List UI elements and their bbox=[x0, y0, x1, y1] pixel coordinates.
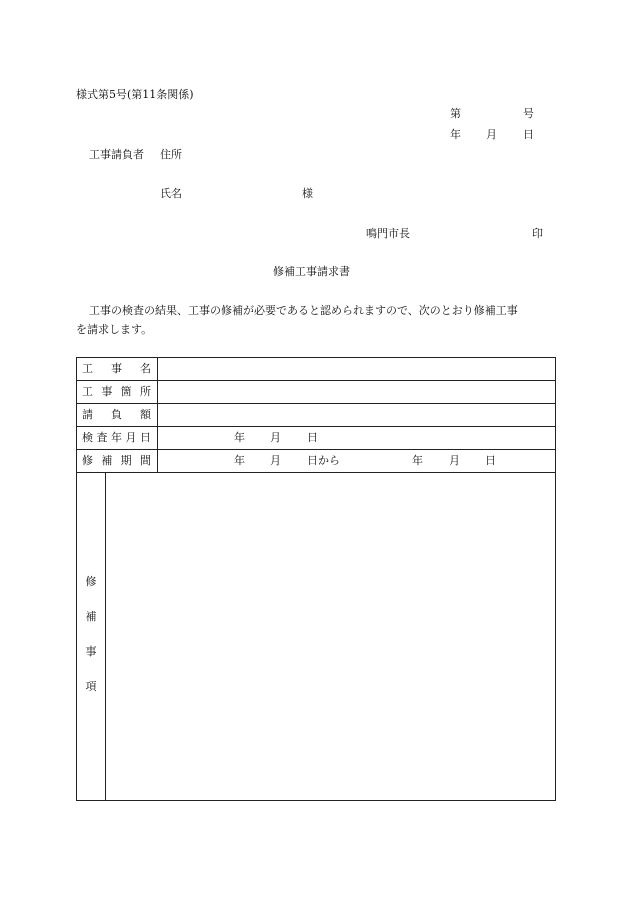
inspection-month: 月 bbox=[270, 431, 281, 444]
construction-name-field[interactable] bbox=[158, 358, 556, 381]
date-month: 月 bbox=[486, 128, 497, 141]
repair-items-label-char: 事 bbox=[85, 645, 97, 658]
doc-number-prefix: 第 bbox=[450, 107, 461, 120]
period-from-day: 日から bbox=[307, 454, 340, 467]
label-char: 工 bbox=[82, 385, 93, 398]
label-char: 額 bbox=[140, 408, 151, 421]
period-from-month: 月 bbox=[270, 454, 281, 467]
repair-items-field[interactable] bbox=[106, 473, 555, 800]
label-repair-period bbox=[77, 450, 158, 473]
period-to-month: 月 bbox=[449, 454, 460, 467]
table-row-repair-period bbox=[77, 450, 556, 473]
table-row-construction-name bbox=[77, 358, 556, 381]
label-char: 月 bbox=[125, 431, 137, 444]
repair-items-label bbox=[77, 473, 106, 800]
repair-period-field[interactable] bbox=[158, 450, 556, 473]
doc-number-suffix: 号 bbox=[523, 107, 534, 120]
label-char: 日 bbox=[140, 431, 151, 444]
issuer-seal: 印 bbox=[532, 227, 543, 240]
label-char: 検 bbox=[82, 431, 93, 444]
label-char: 修 bbox=[82, 454, 93, 467]
inspection-date-field[interactable] bbox=[158, 427, 556, 450]
label-char: 査 bbox=[96, 431, 108, 444]
label-char: 年 bbox=[111, 431, 122, 444]
period-from-year: 年 bbox=[234, 454, 245, 467]
label-inspection-date bbox=[77, 427, 158, 450]
label-char: 工 bbox=[82, 362, 93, 375]
label-char: 期 bbox=[120, 454, 132, 467]
table-row-contract-amount bbox=[77, 404, 556, 427]
date-year: 年 bbox=[450, 128, 461, 141]
label-contract-amount bbox=[77, 404, 158, 427]
body-text-line1: 工事の検査の結果、工事の修補が必要であると認められますので、次のとおり修補工事 bbox=[89, 304, 518, 317]
issuer-title: 鳴門市長 bbox=[366, 227, 410, 240]
label-char: 箇 bbox=[120, 385, 132, 398]
label-char: 事 bbox=[101, 385, 113, 398]
label-char: 補 bbox=[101, 454, 113, 467]
table-row-construction-site bbox=[77, 381, 556, 404]
contractor-label: 工事請負者 bbox=[89, 148, 144, 161]
table-row-repair-items bbox=[77, 473, 556, 801]
label-char: 名 bbox=[140, 362, 151, 375]
table-row-inspection-date bbox=[77, 427, 556, 450]
label-char: 負 bbox=[111, 408, 122, 421]
label-char: 請 bbox=[82, 408, 93, 421]
label-char: 間 bbox=[139, 454, 151, 467]
contractor-honorific: 様 bbox=[302, 187, 313, 200]
repair-request-table bbox=[76, 357, 556, 801]
document-title: 修補工事請求書 bbox=[273, 265, 350, 278]
label-construction-site bbox=[77, 381, 158, 404]
label-construction-name bbox=[77, 358, 158, 381]
contract-amount-field[interactable] bbox=[158, 404, 556, 427]
period-to-year: 年 bbox=[412, 454, 423, 467]
repair-items-label-char: 修 bbox=[85, 575, 97, 588]
inspection-year: 年 bbox=[234, 431, 245, 444]
label-char: 事 bbox=[111, 362, 122, 375]
body-text-line2: を請求します。 bbox=[76, 323, 153, 336]
inspection-day: 日 bbox=[307, 431, 318, 444]
repair-items-label-char: 項 bbox=[85, 680, 97, 693]
contractor-address-label: 住所 bbox=[160, 148, 182, 161]
repair-items-cell bbox=[77, 473, 556, 801]
label-char: 所 bbox=[139, 385, 151, 398]
period-to-day: 日 bbox=[485, 454, 496, 467]
contractor-name-label: 氏名 bbox=[160, 187, 182, 200]
date-day: 日 bbox=[523, 128, 534, 141]
construction-site-field[interactable] bbox=[158, 381, 556, 404]
form-number: 様式第5号(第11条関係) bbox=[76, 88, 194, 101]
repair-items-label-char: 補 bbox=[85, 610, 97, 623]
